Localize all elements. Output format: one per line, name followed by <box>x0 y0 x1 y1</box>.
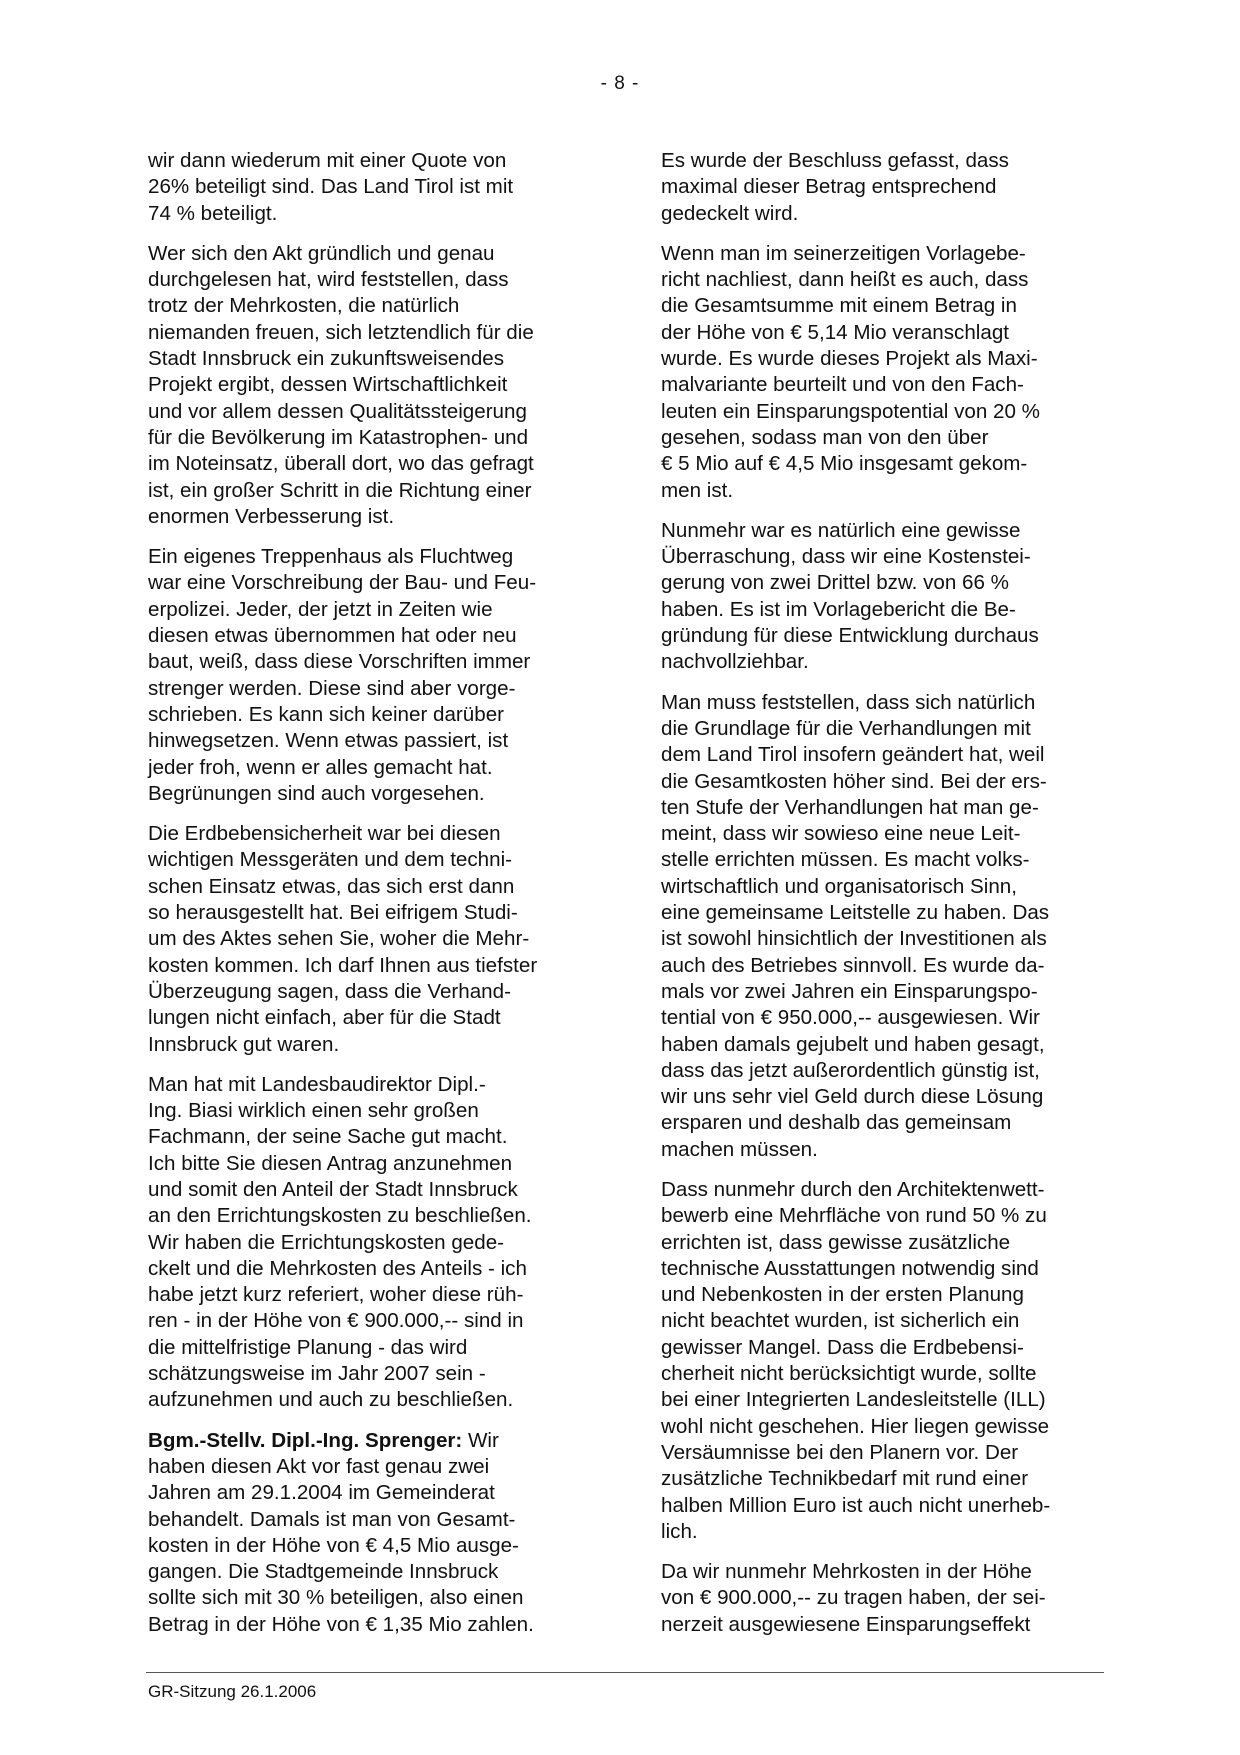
footer-rule <box>146 1672 1104 1673</box>
right-column <box>661 148 1101 1652</box>
paragraph: Es wurde der Beschluss gefasst, dass maximal dieser Betrag entsprechend gedeckelt wird. <box>661 149 1009 225</box>
page-number: - 8 - <box>600 73 640 94</box>
paragraph: Ein eigenes Treppenhaus als Fluchtweg war eine Vorschreibung der Bau- und Feu- erpolizei. Jeder, der jetzt in Zeiten wie diesen etwas übernommen hat oder neu baut, weiß, dass diese Vorschriften immer strenger werden. Diese sind aber vorge- schrieben. Es kann sich keiner darüber hinwegsetzen. Wenn etwas passiert, ist jeder froh, wenn er alles gemacht hat. Begrünungen sind auch vorgesehen. <box>148 545 537 805</box>
speaker-name: Bgm.-Stellv. Dipl.-Ing. Sprenger: <box>148 1428 463 1452</box>
speech-text: Wir haben diesen Akt vor fast genau zwei Jahren am 29.1.2004 im Gemeinderat behandelt. Damals ist man von Gesamt- kosten in der Höhe von € 4,5 Mio ausge- gangen. Die Stadtgemeinde Innsbruck sollte sich mit 30 % beteiligen, also einen Betrag in der Höhe von € 1,35 Mio zahlen. <box>148 1428 534 1636</box>
paragraph: Die Erdbebensicherheit war bei diesen wichtigen Messgeräten und dem techni- schen Einsatz etwas, das sich erst dann so herausgestellt hat. Bei eifrigem Studi- um des Aktes sehen Sie, woher die Mehr- kosten kommen. Ich darf Ihnen aus tiefster Überzeugung sagen, dass die Verhand- lungen nicht einfach, aber für die Stadt Innsbruck gut waren. <box>148 822 538 1056</box>
paragraph: Nunmehr war es natürlich eine gewisse Überraschung, dass wir eine Kostenstei- gerung von zwei Drittel bzw. von 66 % haben. Es ist im Vorlagebericht die Be- gründung für diese Entwicklung durchaus nachvollziehbar. <box>661 518 1039 674</box>
paragraph: Man hat mit Landesbaudirektor Dipl.- Ing. Biasi wirklich einen sehr großen Fachmann, der seine Sache gut macht. Ich bitte Sie diesen Antrag anzunehmen und somit den Anteil der Stadt Innsbruck an den Errichtungskosten zu beschließen. Wir haben die Errichtungskosten gede- ckelt und die Mehrkosten des Anteils - ich habe jetzt kurz referiert, woher diese rüh- ren - in der Höhe von € 900.000,-- sind in die mittelfristige Planung - das wird schätzungsweise im Jahr 2007 sein - aufzunehmen und auch zu beschließen. <box>148 1072 532 1412</box>
paragraph: Man muss feststellen, dass sich natürlich die Grundlage für die Verhandlungen mit dem Land Tirol insofern geändert hat, weil die Gesamtkosten höher sind. Bei der ers- ten Stufe der Verhandlungen hat man ge- meint, dass wir sowieso eine neue Leit- stelle errichten müssen. Es macht volks- wirtschaftlich und organisatorisch Sinn, eine gemeinsame Leitstelle zu haben. Das ist sowohl hinsichtlich der Investitionen als auch des Betriebes sinnvoll. Es wurde da- mals vor zwei Jahren ein Einsparungspo- tential von € 950.000,-- ausgewiesen. Wir haben damals gejubelt und haben gesagt, dass das jetzt außerordentlich günstig ist, wir uns sehr viel Geld durch diese Lösung ersparen und deshalb das gemeinsam machen müssen. <box>661 690 1050 1161</box>
left-column <box>148 148 588 1652</box>
footer-text: GR-Sitzung 26.1.2006 <box>148 1682 317 1701</box>
paragraph: Wer sich den Akt gründlich und genau durchgelesen hat, wird feststellen, dass trotz der Mehrkosten, die natürlich niemanden freuen, sich letztendlich für die Stadt Innsbruck ein zukunftsweisendes Projekt ergibt, dessen Wirtschaftlichkeit und vor allem dessen Qualitätssteigerung für die Bevölkerung im Katastrophen- und im Noteinsatz, überall dort, wo das gefragt ist, ein großer Schritt in die Richtung einer enormen Verbesserung ist. <box>148 241 534 528</box>
paragraph: Wenn man im seinerzeitigen Vorlagebe- richt nachliest, dann heißt es auch, dass die Gesamtsumme mit einem Betrag in der Höhe von € 5,14 Mio veranschlagt wurde. Es wurde dieses Projekt als Maxi- malvariante beurteilt und von den Fach- leuten ein Einsparungspotential von 20 % gesehen, sodass man von den über € 5 Mio auf € 4,5 Mio insgesamt gekom- men ist. <box>661 241 1040 502</box>
paragraph: Dass nunmehr durch den Architektenwett- bewerb eine Mehrfläche von rund 50 % zu errichten ist, dass gewisse zusätzliche technische Ausstattungen notwendig sind und Nebenkosten in der ersten Planung nicht beachtet wurden, ist sicherlich ein gewisser Mangel. Dass die Erdbebensi- cherheit nicht berücksichtigt wurde, sollte bei einer Integrierten Landesleitstelle (ILL) wohl nicht geschehen. Hier liegen gewisse Versäumnisse bei den Planern vor. Der zusätzliche Technikbedarf mit rund einer halben Million Euro ist auch nicht unerheb- lich. <box>661 1177 1051 1543</box>
paragraph: Da wir nunmehr Mehrkosten in der Höhe von € 900.000,-- zu tragen haben, der sei- nerzeit ausgewiesene Einsparungseffekt <box>661 1560 1046 1636</box>
paragraph <box>148 1428 588 1638</box>
paragraph: wir dann wiederum mit einer Quote von 26% beteiligt sind. Das Land Tirol ist mit 74 % beteiligt. <box>148 149 514 225</box>
